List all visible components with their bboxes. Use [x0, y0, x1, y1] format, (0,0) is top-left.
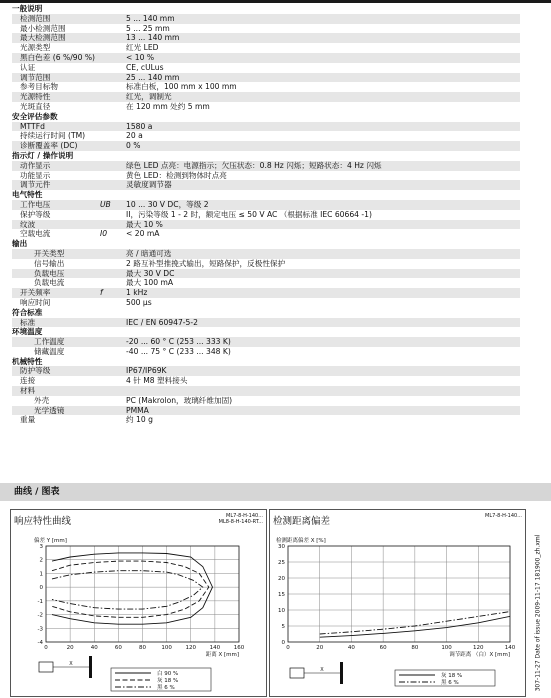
y-tick-label: 10 — [278, 608, 285, 614]
spec-symbol: I0 — [100, 229, 108, 239]
spec-label: 调节元件 — [12, 180, 98, 190]
spec-value: 2 路互补型推挽式输出，短路保护，反极性保护 — [126, 258, 286, 268]
spec-symbol — [98, 33, 124, 43]
spec-symbol — [98, 366, 124, 376]
series-line — [52, 571, 203, 609]
y-tick-label: 1 — [39, 571, 43, 578]
spec-symbol — [98, 73, 124, 83]
spec-value: < 20 mA — [126, 229, 160, 239]
spec-label: 响应时间 — [20, 297, 51, 307]
doc-issue-info — [533, 533, 543, 693]
spec-symbol — [98, 63, 124, 73]
spec-symbol — [98, 337, 124, 347]
spec-row — [12, 171, 520, 181]
sensor-sketch — [39, 656, 92, 678]
spec-section-header — [12, 190, 520, 200]
x-tick-label: 40 — [90, 645, 98, 651]
sensor-sketch — [290, 662, 343, 684]
spec-symbol — [98, 220, 124, 230]
spec-label: 最大检测范围 — [12, 33, 98, 43]
spec-value: IEC / EN 60947-5-2 — [124, 318, 520, 328]
spec-section-header — [12, 151, 520, 161]
spec-row — [12, 102, 520, 112]
spec-value: -20 ... 60 ° C (253 ... 333 K) — [124, 337, 520, 347]
spec-row — [12, 24, 520, 34]
y-tick-label: 25 — [278, 560, 285, 566]
spec-symbol — [98, 318, 124, 328]
spec-label: 光学透镜 — [12, 406, 98, 416]
y-tick-label: 30 — [278, 544, 285, 550]
spec-symbol — [98, 347, 124, 357]
spec-row — [12, 122, 520, 132]
section-label: 机械特性 — [12, 356, 43, 366]
spec-label: 认证 — [20, 62, 36, 72]
x-tick-label: 60 — [114, 645, 122, 651]
x-tick-label: 0 — [44, 645, 48, 651]
spec-symbol — [98, 92, 124, 102]
spec-label: 信号输出 — [34, 258, 65, 268]
spec-value: 10 ... 30 V DC，等级 2 — [124, 200, 520, 210]
response-curve-chart — [11, 510, 266, 696]
spec-value: 5 ... 25 mm — [126, 23, 170, 33]
legend-label: 黑 6 % — [157, 685, 175, 691]
spec-label: 负载电流 — [34, 278, 65, 288]
sensor-body — [39, 662, 53, 672]
spec-label: 检测范围 — [12, 14, 98, 24]
spec-label: 空载电流 — [20, 229, 51, 239]
section-label: 电气特性 — [12, 190, 43, 200]
spec-row — [12, 298, 520, 308]
series-line — [52, 553, 213, 624]
spec-symbol — [98, 141, 124, 151]
spec-section-header — [12, 4, 520, 14]
spec-value: 灵敏度调节器 — [124, 180, 520, 190]
spec-row — [12, 73, 520, 83]
spec-value: 亮 / 暗通可选 — [124, 249, 520, 259]
spec-symbol — [98, 122, 124, 132]
spec-value: 20 a — [126, 131, 143, 141]
doc-issue-text: 307-11-27 Date of issue 2009-11-17 181900_zh.xml — [534, 534, 542, 692]
spec-symbol — [98, 131, 124, 141]
spec-label: 参考目标物 — [20, 82, 58, 92]
y-tick-label: -2 — [37, 612, 43, 619]
chart-title: 检测距离偏差 — [273, 516, 331, 527]
spec-symbol — [98, 102, 124, 112]
spec-symbol — [98, 14, 124, 24]
x-tick-label: 120 — [473, 645, 484, 651]
x-tick-label: 0 — [286, 645, 290, 651]
spec-row — [12, 180, 520, 190]
response-curve-panel — [10, 509, 267, 697]
spec-value: 标准白板，100 mm x 100 mm — [126, 82, 237, 92]
x-axis-label: 调节距离 （白）X [mm] — [449, 652, 510, 658]
spec-row — [12, 210, 520, 220]
y-axis-label: 偏差 Y [mm] — [34, 538, 67, 544]
section-label: 一般说明 — [12, 4, 43, 13]
spec-row — [12, 366, 520, 376]
curves-section-title: 曲线 / 图表 — [14, 487, 60, 497]
curves-section-header — [0, 483, 551, 501]
section-label: 输出 — [12, 239, 28, 249]
section-label: 符合标准 — [12, 307, 43, 317]
spec-label: 持续运行时间 (TM) — [20, 131, 86, 141]
spec-symbol — [98, 82, 124, 92]
chart-model-label: ML7-8-H-140... — [485, 513, 522, 519]
spec-value: 红光，调制光 — [124, 92, 520, 102]
spec-section-header — [12, 112, 520, 122]
spec-row — [12, 278, 520, 288]
y-axis-label: 检测距离偏差 X [%] — [276, 538, 326, 544]
spec-row — [12, 229, 520, 239]
spec-value: 最大 30 V DC — [124, 269, 520, 279]
x-tick-label: 140 — [209, 645, 221, 651]
spec-label: 纹波 — [12, 220, 98, 230]
y-tick-label: -4 — [37, 640, 43, 646]
spec-value: 25 ... 140 mm — [124, 73, 520, 83]
spec-symbol: UB — [98, 200, 124, 210]
spec-symbol — [98, 259, 124, 269]
spec-label: 开关类型 — [12, 249, 98, 259]
section-label: 环境温度 — [12, 327, 43, 337]
spec-label: 工作温度 — [12, 337, 98, 347]
legend-label: 白 90 % — [157, 671, 179, 677]
spec-label: 调节范围 — [12, 73, 98, 83]
spec-value: 绿色 LED 点亮：电源指示；欠压状态：0.8 Hz 闪烁；短路状态：4 Hz 闪烁 — [124, 161, 520, 171]
distance-deviation-chart — [270, 510, 525, 696]
chart-model-label: ML7-8-H-140... ML8-8-H-140-RT... — [218, 513, 263, 525]
spec-symbol — [98, 210, 124, 220]
sketch-x-label: X — [320, 667, 324, 673]
spec-label: 连接 — [20, 376, 36, 386]
x-tick-label: 100 — [441, 645, 452, 651]
spec-value: 5 ... 140 mm — [124, 14, 520, 24]
spec-row — [12, 337, 520, 347]
y-tick-label: 20 — [278, 576, 285, 582]
spec-row — [12, 82, 520, 92]
legend-label: 灰 18 % — [441, 673, 463, 679]
spec-value: PMMA — [124, 406, 520, 416]
spec-label: 保护等级 — [20, 209, 51, 219]
legend-label: 黑 6 % — [441, 680, 459, 686]
spec-symbol — [98, 161, 124, 171]
spec-value: 500 μs — [126, 297, 152, 307]
spec-symbol — [98, 249, 124, 259]
y-tick-label: -1 — [37, 598, 43, 605]
y-tick-label: 15 — [278, 592, 285, 598]
spec-symbol — [98, 24, 124, 34]
spec-row — [12, 161, 520, 171]
spec-label: 光斑直径 — [20, 101, 51, 111]
spec-row — [12, 396, 520, 406]
spec-label: 黑白色差 (6 %/90 %) — [12, 53, 98, 63]
spec-symbol: f — [98, 288, 124, 298]
spec-label: 材料 — [12, 386, 98, 396]
spec-symbol — [98, 278, 124, 288]
x-axis-label: 距离 X [mm] — [205, 652, 239, 658]
section-label: 指示灯 / 操作说明 — [12, 150, 74, 160]
sensor-body — [290, 668, 304, 678]
x-tick-label: 60 — [379, 645, 387, 651]
target-plate — [89, 656, 92, 678]
spec-value: < 10 % — [124, 53, 520, 63]
spec-row — [12, 92, 520, 102]
spec-section-header — [12, 357, 520, 367]
y-tick-label: 0 — [281, 640, 285, 646]
spec-label: 重量 — [20, 415, 36, 425]
spec-value: -40 ... 75 ° C (233 ... 348 K) — [126, 346, 231, 356]
y-tick-label: 2 — [39, 557, 43, 564]
spec-symbol — [98, 396, 124, 406]
spec-label: 最小检测范围 — [20, 23, 66, 33]
spec-row — [12, 63, 520, 73]
spec-row — [12, 386, 520, 396]
spec-row — [12, 131, 520, 141]
spec-label: 储藏温度 — [34, 346, 65, 356]
spec-section-header — [12, 327, 520, 337]
spec-value: 红光 LED — [126, 43, 159, 53]
spec-value: 1580 a — [124, 122, 520, 132]
spec-row — [12, 288, 520, 298]
y-tick-label: 5 — [281, 624, 285, 630]
spec-label: 标准 — [12, 318, 98, 328]
spec-row — [12, 53, 520, 63]
spec-row — [12, 141, 520, 151]
spec-value — [124, 386, 520, 396]
x-tick-label: 140 — [504, 645, 516, 651]
spec-value: 黄色 LED：检测到物体时点亮 — [126, 170, 227, 180]
spec-label: 外壳 — [34, 395, 50, 405]
target-plate — [340, 662, 343, 684]
spec-value: 1 kHz — [124, 288, 520, 298]
spec-label: 功能显示 — [20, 170, 51, 180]
spec-symbol — [98, 415, 124, 425]
spec-label: 开关频率 — [12, 288, 98, 298]
spec-row — [12, 376, 520, 386]
spec-symbol — [98, 386, 124, 396]
x-tick-label: 40 — [347, 645, 355, 651]
top-rule — [0, 0, 551, 3]
spec-value: 约 10 g — [126, 415, 153, 425]
spec-value: 在 120 mm 处约 5 mm — [126, 101, 210, 111]
spec-row — [12, 220, 520, 230]
spec-row — [12, 318, 520, 328]
spec-row — [12, 406, 520, 416]
x-tick-label: 20 — [316, 645, 324, 651]
spec-label: 防护等级 — [12, 366, 98, 376]
spec-label: 工作电压 — [12, 200, 98, 210]
spec-row — [12, 347, 520, 357]
spec-label: 负载电压 — [12, 269, 98, 279]
spec-label: 光源特性 — [12, 92, 98, 102]
spec-row — [12, 33, 520, 43]
spec-label: 光源类型 — [20, 43, 51, 53]
spec-symbol — [98, 180, 124, 190]
spec-symbol — [98, 298, 124, 308]
spec-symbol — [98, 43, 124, 53]
x-tick-label: 100 — [161, 645, 172, 651]
spec-symbol — [98, 406, 124, 416]
distance-deviation-panel — [269, 509, 526, 697]
spec-row — [12, 259, 520, 269]
spec-value: II，污染等级 1 - 2 时，额定电压 ≤ 50 V AC （根据标准 IEC 60664 -1) — [126, 209, 372, 219]
spec-label: MTTFd — [12, 122, 98, 132]
y-tick-label: 3 — [39, 544, 43, 550]
spec-symbol — [98, 269, 124, 279]
spec-label: 动作显示 — [12, 161, 98, 171]
spec-value: 13 ... 140 mm — [124, 33, 520, 43]
section-label: 安全评估参数 — [12, 111, 58, 121]
sketch-x-label: X — [69, 661, 73, 667]
x-tick-label: 80 — [411, 645, 419, 651]
spec-table — [12, 4, 520, 425]
spec-value: 4 针 M8 塑料接头 — [126, 376, 188, 386]
spec-value: 最大 10 % — [124, 220, 520, 230]
chart-title: 响应特性曲线 — [14, 516, 72, 527]
spec-row — [12, 200, 520, 210]
spec-value: 0 % — [124, 141, 520, 151]
spec-row — [12, 43, 520, 53]
spec-value: 最大 100 mA — [126, 278, 174, 288]
spec-row — [12, 249, 520, 259]
legend-label: 灰 18 % — [157, 678, 179, 684]
spec-section-header — [12, 239, 520, 249]
spec-label: 诊断覆盖率 (DC) — [12, 141, 98, 151]
spec-symbol — [98, 376, 124, 386]
spec-value: IP67/IP69K — [124, 366, 520, 376]
spec-value: CE, cULus — [126, 62, 164, 72]
x-tick-label: 120 — [185, 645, 196, 651]
x-tick-label: 20 — [66, 645, 74, 651]
spec-row — [12, 269, 520, 279]
x-tick-label: 160 — [233, 645, 245, 651]
spec-row — [12, 14, 520, 24]
spec-section-header — [12, 308, 520, 318]
spec-value: PC (Makrolon，玻璃纤维加固) — [126, 395, 233, 405]
x-tick-label: 80 — [139, 645, 146, 651]
spec-symbol — [98, 171, 124, 181]
spec-symbol — [98, 53, 124, 63]
spec-row — [12, 415, 520, 425]
y-tick-label: -3 — [37, 626, 43, 633]
y-tick-label: 0 — [39, 585, 43, 592]
